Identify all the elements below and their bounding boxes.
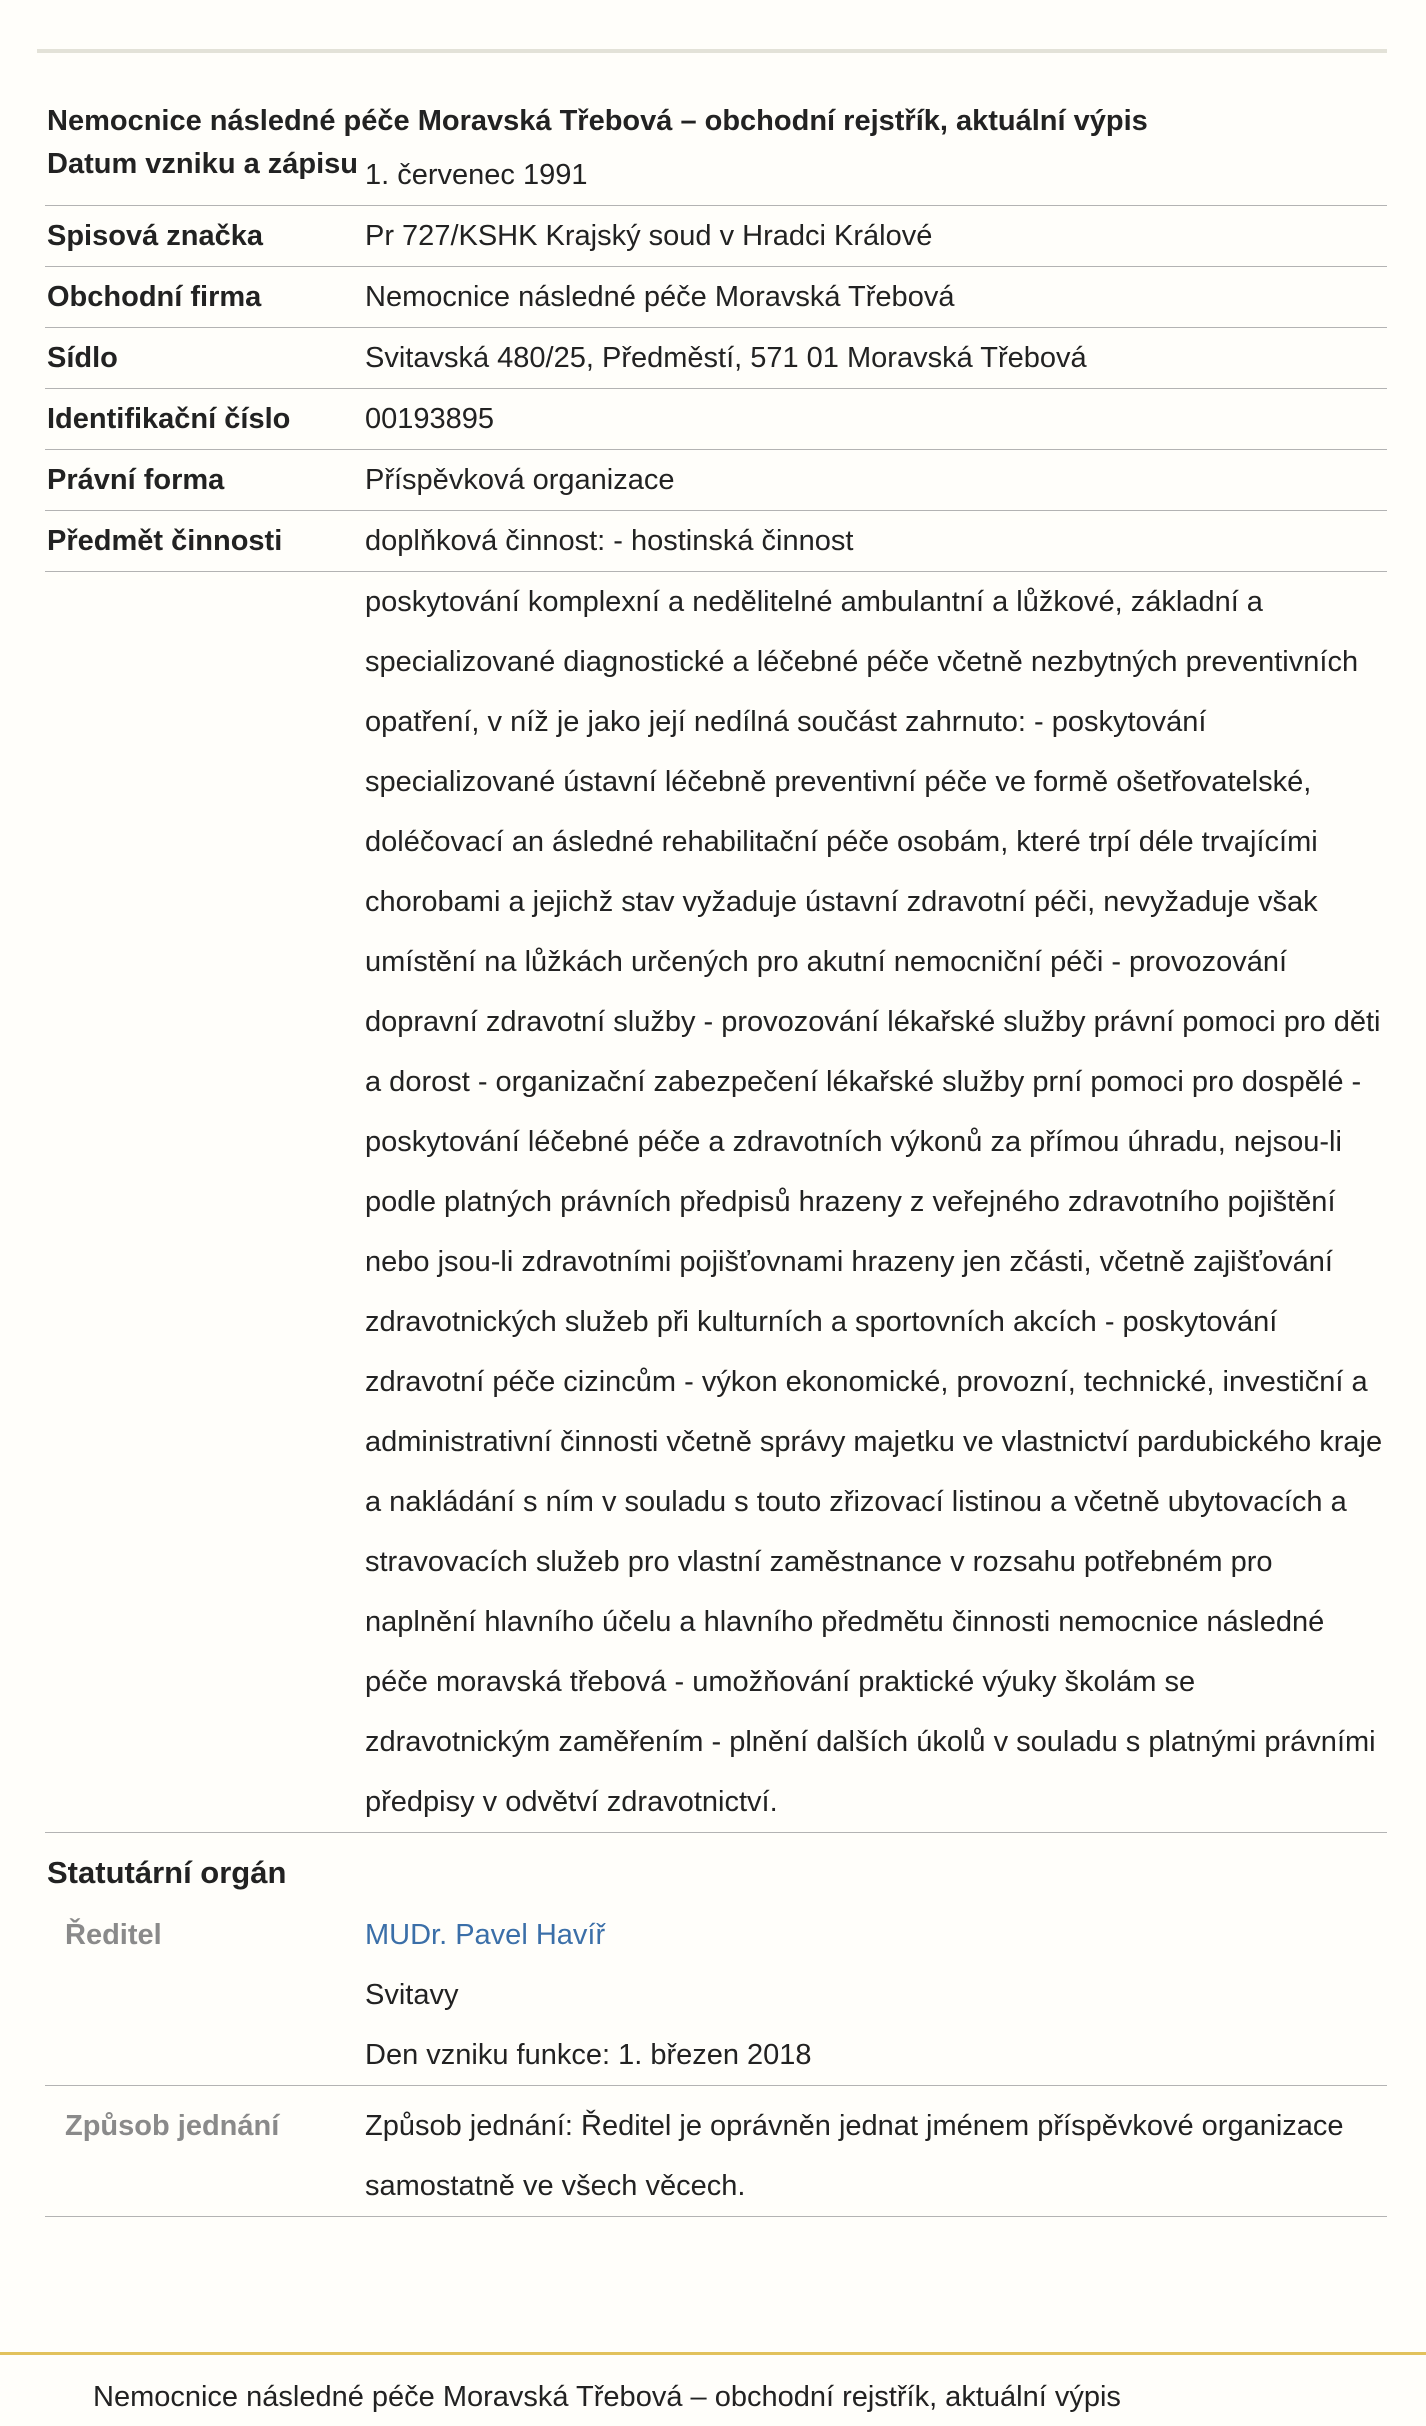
row-value: doplňková činnost: - hostinská činnost [365, 525, 854, 557]
row-value: 1. červenec 1991 [365, 159, 588, 191]
row-label: Sídlo [47, 342, 118, 374]
director-since: Den vzniku funkce: 1. březen 2018 [365, 2039, 812, 2071]
row-label: Datum vzniku a zápisu [47, 148, 359, 180]
row-value: 00193895 [365, 403, 495, 435]
row-director [45, 1905, 1387, 2086]
row-founding-date [45, 145, 1387, 206]
row-file-number [45, 206, 1387, 267]
footer [0, 2352, 1426, 2426]
statutory-body-title: Statutární orgán [47, 1855, 287, 1890]
footer-text: Nemocnice následné péče Moravská Třebová – obchodní rejstřík, aktuální výpis [93, 2381, 1121, 2413]
row-value: Pr 727/KSHK Krajský soud v Hradci Králové [365, 220, 933, 252]
row-label: Obchodní firma [47, 281, 262, 313]
row-value: poskytování komplexní a nedělitelné ambulantní a lůžkové, základní a specializované diagnostické a léčebné péče včetně nezbytných preventivních opatření, v níž je jako její nedílná součást zahrnuto: - poskytování specializované ústavní léčebně preventivní péče ve formě ošetřovatelské, doléčovací an ásledné rehabilitační péče osobám, které trpí déle trvajícími chorobami a jejichž stav vyžaduje ústavní zdravotní péči, nevyžaduje však umístění na lůžkách určených pro akutní nemocniční péči - provozování dopravní zdravotní služby - provozování lékařské služby právní pomoci pro děti a dorost - organizační zabezpečení lékařské služby prní pomoci pro dospělé - poskytování léčebné péče a zdravotních výkonů za přímou úhradu, nejsou-li podle platných právních předpisů hrazeny z veřejného zdravotního pojištění nebo jsou-li zdravotními pojišťovnami hrazeny jen zčásti, včetně zajišťování zdravotnických služeb při kulturních a sportovních akcích - poskytování zdravotní péče cizincům - výkon ekonomické, provozní, technické, investiční a administrativní činnosti včetně správy majetku ve vlastnictví pardubického kraje a nakládání s ním v souladu s touto zřizovací listinou a včetně ubytovacích a stravovacích služeb pro vlastní zaměstnance v rozsahu potřebném pro naplnění hlavního účelu a hlavního předmětu činnosti nemocnice následné péče moravská třebová - umožňování praktické výuky školám se zdravotnickým zaměřením - plnění dalších úkolů v souladu s platnými právními předpisy v odvětví zdravotnictví. [365, 586, 1383, 1818]
row-conduct [45, 2086, 1387, 2217]
registry-card [37, 49, 1387, 2217]
row-business-activity-detail [45, 572, 1387, 1833]
row-id-number [45, 389, 1387, 450]
row-label: Způsob jednání [65, 2110, 280, 2142]
row-label: Ředitel [65, 1919, 162, 1951]
page-title: Nemocnice následné péče Moravská Třebová – obchodní rejstřík, aktuální výpis [47, 105, 1148, 137]
row-seat [45, 328, 1387, 389]
row-label: Předmět činnosti [47, 525, 283, 557]
row-company-name [45, 267, 1387, 328]
row-value: Svitavská 480/25, Předměstí, 571 01 Moravská Třebová [365, 342, 1087, 374]
row-label: Spisová značka [47, 220, 263, 252]
row-label: Právní forma [47, 464, 225, 496]
row-business-activity [45, 511, 1387, 572]
director-details [365, 1905, 1387, 2085]
director-city: Svitavy [365, 1979, 459, 2011]
row-legal-form [45, 450, 1387, 511]
row-value: Příspěvková organizace [365, 464, 675, 496]
director-name-link[interactable]: MUDr. Pavel Havíř [365, 1919, 606, 1951]
row-label [45, 572, 365, 1832]
row-label: Identifikační číslo [47, 403, 291, 435]
row-value: Nemocnice následné péče Moravská Třebová [365, 281, 955, 313]
conduct-value: Způsob jednání: Ředitel je oprávněn jednat jménem příspěvkové organizace samostatně ve všech věcech. [365, 2110, 1344, 2202]
